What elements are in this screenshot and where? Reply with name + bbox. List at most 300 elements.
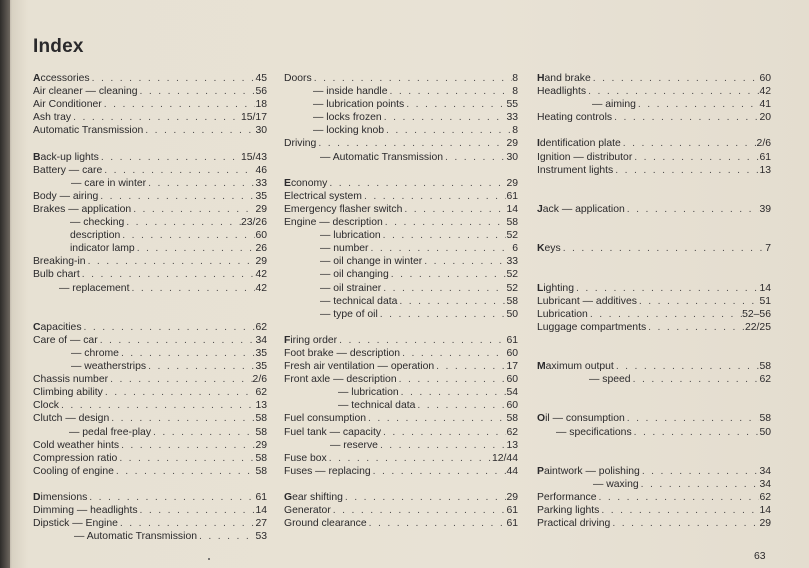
entry-page-number: 58 [759, 413, 771, 425]
dot-leader [631, 373, 760, 386]
entry-label [284, 268, 389, 281]
book-spine-shadow [0, 0, 10, 568]
entry-label [537, 282, 574, 295]
entry-label [33, 321, 82, 334]
index-entry [284, 360, 518, 373]
entry-text: eys [544, 243, 561, 255]
entry-text: Bulb chart [33, 269, 80, 281]
entry-label [284, 517, 367, 530]
dot-leader [87, 491, 255, 504]
entry-text: Breaking-in [33, 256, 86, 268]
entry-page-number: 44 [506, 465, 518, 477]
entry-page-number: 61 [255, 492, 267, 503]
entry-text: Headlights [537, 86, 587, 98]
entry-page-number: 14 [255, 505, 267, 517]
index-entry [33, 242, 267, 255]
entry-text: imensions [40, 492, 88, 503]
entry-page-number: 8 [512, 125, 518, 137]
entry-page-number: 33 [506, 112, 518, 124]
dot-leader [327, 177, 506, 190]
entry-label [284, 203, 402, 216]
entry-label [537, 373, 631, 386]
entry-text: Generator [284, 505, 331, 517]
entry-label [537, 321, 646, 334]
index-entry [33, 517, 267, 530]
dot-leader [135, 242, 256, 255]
entry-page-number: 22/25 [744, 321, 771, 333]
index-entry [33, 177, 267, 190]
entry-page-number: 42 [255, 282, 267, 294]
entry-label [537, 426, 632, 439]
entry-page-number: 35 [255, 347, 267, 359]
entry-page-number: 60 [506, 374, 518, 386]
entry-text: Engine — description [284, 217, 383, 229]
entry-text: Performance [537, 492, 597, 503]
print-speck [208, 558, 210, 560]
entry-page-number: 62 [759, 374, 771, 386]
entry-page-number: 54 [506, 387, 518, 399]
entry-label [284, 334, 337, 347]
entry-page-number: 30 [255, 125, 267, 137]
index-entry [33, 111, 267, 124]
entry-initial-letter: F [284, 334, 291, 346]
entry-label [537, 137, 621, 150]
index-entry [284, 190, 518, 203]
dot-leader [120, 229, 255, 242]
index-entry [284, 98, 518, 111]
dot-leader [138, 504, 256, 517]
index-entry [537, 242, 771, 255]
entry-text: — waxing [593, 478, 639, 490]
dot-leader [382, 111, 507, 124]
entry-label [284, 386, 399, 399]
entry-text: aintwork — polishing [543, 465, 640, 477]
index-entry [284, 203, 518, 216]
entry-initial-letter: G [284, 492, 293, 503]
dot-leader [99, 151, 241, 164]
dot-leader [119, 439, 255, 452]
entry-initial-letter: P [537, 465, 544, 477]
index-entry [284, 124, 518, 137]
index-entry [284, 85, 518, 98]
entry-text: Fuses — replacing [284, 465, 371, 477]
entry-page-number: 58 [506, 295, 518, 307]
dot-leader [639, 478, 760, 491]
entry-page-number: 2/6 [252, 374, 267, 386]
index-entry [284, 412, 518, 425]
entry-text: Cold weather hints [33, 439, 120, 451]
entry-label [284, 177, 327, 190]
entry-label [33, 399, 59, 412]
dot-leader [614, 360, 760, 373]
dot-leader [59, 399, 255, 412]
entry-page-number: 14 [506, 203, 518, 215]
entry-label [284, 190, 362, 203]
entry-text: Body — airing [33, 190, 99, 202]
index-entry [537, 203, 771, 216]
entry-label [33, 190, 98, 203]
index-entry [33, 85, 267, 98]
entry-text: Dipstick — Engine [33, 518, 118, 530]
entry-page-number: 2/6 [756, 138, 771, 150]
dot-leader [383, 216, 507, 229]
index-entry [33, 190, 267, 203]
entry-label [33, 177, 146, 190]
dot-leader [422, 255, 506, 268]
entry-text: conomy [290, 177, 328, 189]
entry-label [33, 334, 98, 347]
entry-label [284, 124, 384, 137]
entry-page-number: 34 [759, 465, 771, 477]
entry-text: — checking [70, 217, 125, 229]
entry-text: ack-up lights [40, 151, 99, 163]
entry-text: — aiming [592, 99, 636, 111]
entry-text: Fuel consumption [284, 413, 367, 425]
index-entry [284, 151, 518, 164]
dot-leader [102, 98, 256, 111]
entry-text: Foot brake — description [284, 347, 401, 359]
entry-label [284, 151, 443, 164]
dot-leader [640, 465, 760, 478]
dot-leader [108, 373, 252, 386]
entry-label [33, 111, 71, 124]
dot-leader [574, 282, 759, 295]
dot-leader [591, 72, 760, 85]
entry-page-number: 39 [759, 203, 771, 215]
entry-text: — Automatic Transmission [320, 151, 443, 163]
entry-text: Automatic Transmission [33, 125, 144, 137]
dot-leader [443, 151, 506, 164]
index-entry [537, 491, 771, 504]
entry-label [284, 373, 397, 386]
index-column-1 [33, 72, 267, 543]
entry-text: Cooling of engine [33, 465, 114, 477]
dot-leader [625, 412, 760, 425]
entry-page-number: 58 [759, 361, 771, 373]
index-entry [537, 373, 771, 386]
entry-text: Ignition — distributor [537, 151, 633, 163]
entry-text: il — consumption [545, 413, 625, 425]
index-entry [284, 177, 518, 190]
entry-label [284, 504, 331, 517]
dot-leader [369, 242, 513, 255]
index-entry [284, 268, 518, 281]
index-entry [33, 465, 267, 478]
index-entry [537, 360, 771, 373]
index-entry [33, 203, 267, 216]
dot-leader [625, 203, 760, 216]
index-column-2 [284, 72, 518, 530]
index-entry [284, 282, 518, 295]
index-entry [537, 151, 771, 164]
dot-leader [613, 164, 759, 177]
entry-page-number: 33 [506, 256, 518, 268]
entry-page-number: 61 [506, 518, 518, 530]
entry-label [537, 85, 586, 98]
entry-page-number: 45 [255, 73, 267, 84]
entry-label [537, 504, 599, 517]
index-entry [33, 268, 267, 281]
dot-leader [596, 491, 759, 504]
entry-label [33, 216, 124, 229]
entry-text: and brake [544, 73, 591, 84]
entry-initial-letter: C [33, 321, 41, 333]
index-entry [537, 295, 771, 308]
dot-leader [114, 465, 256, 478]
index-entry [537, 426, 771, 439]
dot-leader [588, 308, 742, 321]
entry-label [537, 164, 613, 177]
entry-text: Chassis number [33, 374, 109, 386]
entry-page-number: 34 [255, 334, 267, 346]
entry-page-number: 15/17 [240, 112, 267, 124]
dot-leader [119, 347, 256, 360]
entry-text: Dimming — headlights [33, 505, 138, 517]
entry-text: Lubricant — additives [537, 295, 637, 307]
dot-leader [599, 504, 759, 517]
entry-text: Battery — care [33, 164, 103, 176]
dot-leader [636, 98, 760, 111]
entry-page-number: 13 [255, 400, 267, 412]
entry-label [284, 452, 327, 465]
entry-text: Clutch — design [33, 413, 110, 425]
index-entry [33, 321, 267, 334]
entry-page-number: 51 [759, 295, 771, 307]
dot-leader [378, 439, 507, 452]
dot-leader [316, 137, 506, 150]
entry-label [537, 360, 614, 373]
entry-label [284, 98, 404, 111]
dot-leader [331, 504, 507, 517]
entry-text: Compression ratio [33, 452, 118, 464]
entry-page-number: 7 [765, 243, 771, 255]
index-entry [284, 347, 518, 360]
entry-label [537, 98, 636, 111]
dot-leader [103, 386, 256, 399]
entry-label [33, 439, 119, 452]
entry-page-number: 61 [506, 190, 518, 202]
entry-text: — type of oil [320, 308, 378, 320]
entry-label [284, 412, 366, 425]
entry-page-number: 56 [255, 86, 267, 98]
entry-text: Clock [33, 400, 59, 412]
entry-page-number: 29 [506, 177, 518, 189]
entry-text: Front axle — description [284, 374, 397, 386]
index-entry [33, 530, 267, 543]
index-entry [33, 216, 267, 229]
index-entry [284, 491, 518, 504]
entry-text: Emergency flasher switch [284, 203, 403, 215]
dot-leader [632, 151, 759, 164]
entry-label [284, 242, 369, 255]
dot-leader [381, 229, 507, 242]
entry-label [284, 399, 415, 412]
entry-label [284, 308, 378, 321]
entry-label [284, 282, 381, 295]
entry-initial-letter: B [33, 151, 41, 163]
entry-label [33, 242, 135, 255]
entry-label [284, 465, 371, 478]
dot-leader [389, 268, 507, 281]
entry-label [33, 85, 138, 98]
entry-text: Climbing ability [33, 387, 103, 399]
entry-text: — oil strainer [320, 282, 382, 294]
entry-label [33, 491, 87, 504]
entry-text: — pedal free-play [69, 426, 152, 438]
index-entry [284, 439, 518, 452]
entry-text: Air Conditioner [33, 99, 102, 111]
entry-initial-letter: H [537, 73, 545, 84]
entry-label [537, 465, 640, 478]
entry-page-number: 60 [506, 400, 518, 412]
entry-text: Doors [284, 73, 312, 84]
entry-label [33, 426, 151, 439]
entry-page-number: 23/26 [240, 217, 267, 229]
entry-page-number: 42 [255, 269, 267, 281]
index-entry [284, 242, 518, 255]
entry-text: Practical driving [537, 518, 611, 530]
entry-text: Fuse box [284, 452, 327, 464]
dot-leader [98, 334, 256, 347]
entry-text: — chrome [71, 347, 119, 359]
entry-initial-letter: K [537, 243, 545, 255]
entry-label [33, 517, 118, 530]
index-entry [284, 373, 518, 386]
dot-leader [586, 85, 759, 98]
dot-leader [378, 308, 507, 321]
entry-label [284, 255, 422, 268]
index-entry [33, 386, 267, 399]
dot-leader [371, 465, 507, 478]
dot-leader [118, 517, 256, 530]
entry-text: — speed [589, 374, 631, 386]
entry-label [284, 229, 381, 242]
entry-label [284, 347, 400, 360]
dot-leader [80, 268, 256, 281]
entry-page-number: 58 [506, 217, 518, 229]
entry-label [33, 386, 103, 399]
index-entry [284, 452, 518, 465]
entry-text: — lubrication points [313, 99, 405, 111]
index-entry [33, 439, 267, 452]
entry-text: ighting [543, 282, 574, 294]
entry-text: Parking lights [537, 505, 600, 517]
index-entry [33, 98, 267, 111]
dot-leader [415, 399, 506, 412]
dot-leader [337, 334, 506, 347]
entry-label [284, 426, 381, 439]
entry-page-number: 58 [506, 413, 518, 425]
entry-page-number: 17 [506, 361, 518, 373]
entry-text: — oil changing [320, 269, 389, 281]
entry-label [33, 98, 102, 111]
entry-page-number: 27 [255, 518, 267, 530]
entry-text: aximum output [545, 361, 614, 373]
entry-label [284, 137, 316, 150]
dot-leader [366, 412, 506, 425]
index-entry [284, 295, 518, 308]
entry-label [33, 465, 114, 478]
entry-text: dentification plate [539, 138, 621, 150]
dot-leader [138, 85, 256, 98]
dot-leader [367, 517, 507, 530]
entry-page-number: 52–56 [742, 308, 771, 320]
index-entry [33, 504, 267, 517]
entry-initial-letter: A [33, 73, 41, 84]
entry-label [33, 360, 146, 373]
entry-page-number: 41 [759, 99, 771, 111]
index-entry [284, 137, 518, 150]
entry-page-number: 52 [506, 282, 518, 294]
index-entry [537, 111, 771, 124]
index-entry [537, 504, 771, 517]
index-entry [537, 137, 771, 150]
index-entry [537, 282, 771, 295]
entry-initial-letter: J [537, 203, 543, 215]
entry-text: Fresh air ventilation — operation [284, 361, 435, 373]
entry-text: Air cleaner — cleaning [33, 86, 138, 98]
entry-text: — inside handle [313, 86, 388, 98]
dot-leader [327, 452, 492, 465]
entry-initial-letter: I [537, 138, 540, 150]
index-entry [33, 229, 267, 242]
entry-page-number: 62 [506, 426, 518, 438]
entry-page-number: 62 [759, 492, 771, 503]
entry-label [33, 347, 119, 360]
entry-page-number: 13 [506, 439, 518, 451]
dot-leader [71, 111, 241, 124]
entry-label [33, 452, 117, 465]
entry-text: Fuel tank — capacity [284, 426, 382, 438]
entry-label [537, 308, 588, 321]
dot-leader [561, 242, 766, 255]
dot-leader [646, 321, 745, 334]
entry-page-number: 58 [255, 452, 267, 464]
dot-leader [362, 190, 506, 203]
entry-page-number: 58 [255, 426, 267, 438]
entry-label [33, 124, 143, 137]
index-entry [33, 347, 267, 360]
entry-page-number: 18 [255, 99, 267, 111]
entry-label [33, 412, 109, 425]
entry-page-number: 53 [255, 531, 267, 543]
entry-label [284, 72, 312, 85]
entry-page-number: 60 [759, 73, 771, 84]
index-entry [537, 308, 771, 321]
entry-page-number: 58 [255, 465, 267, 477]
entry-label [284, 216, 383, 229]
entry-text: — reserve [330, 439, 378, 451]
entry-initial-letter: O [537, 413, 546, 425]
index-entry [537, 85, 771, 98]
dot-leader [124, 216, 241, 229]
dot-leader [343, 491, 507, 504]
index-entry [537, 517, 771, 530]
entry-label [33, 373, 108, 386]
index-entry [33, 452, 267, 465]
entry-page-number: 12/44 [491, 452, 518, 464]
entry-page-number: 62 [255, 321, 267, 333]
dot-leader [434, 360, 506, 373]
index-entry [537, 465, 771, 478]
index-entry [537, 98, 771, 111]
dot-leader [397, 373, 507, 386]
dot-leader [621, 137, 757, 150]
index-entry [33, 491, 267, 504]
dot-leader [632, 426, 760, 439]
index-entry [33, 72, 267, 85]
dot-leader [381, 426, 506, 439]
